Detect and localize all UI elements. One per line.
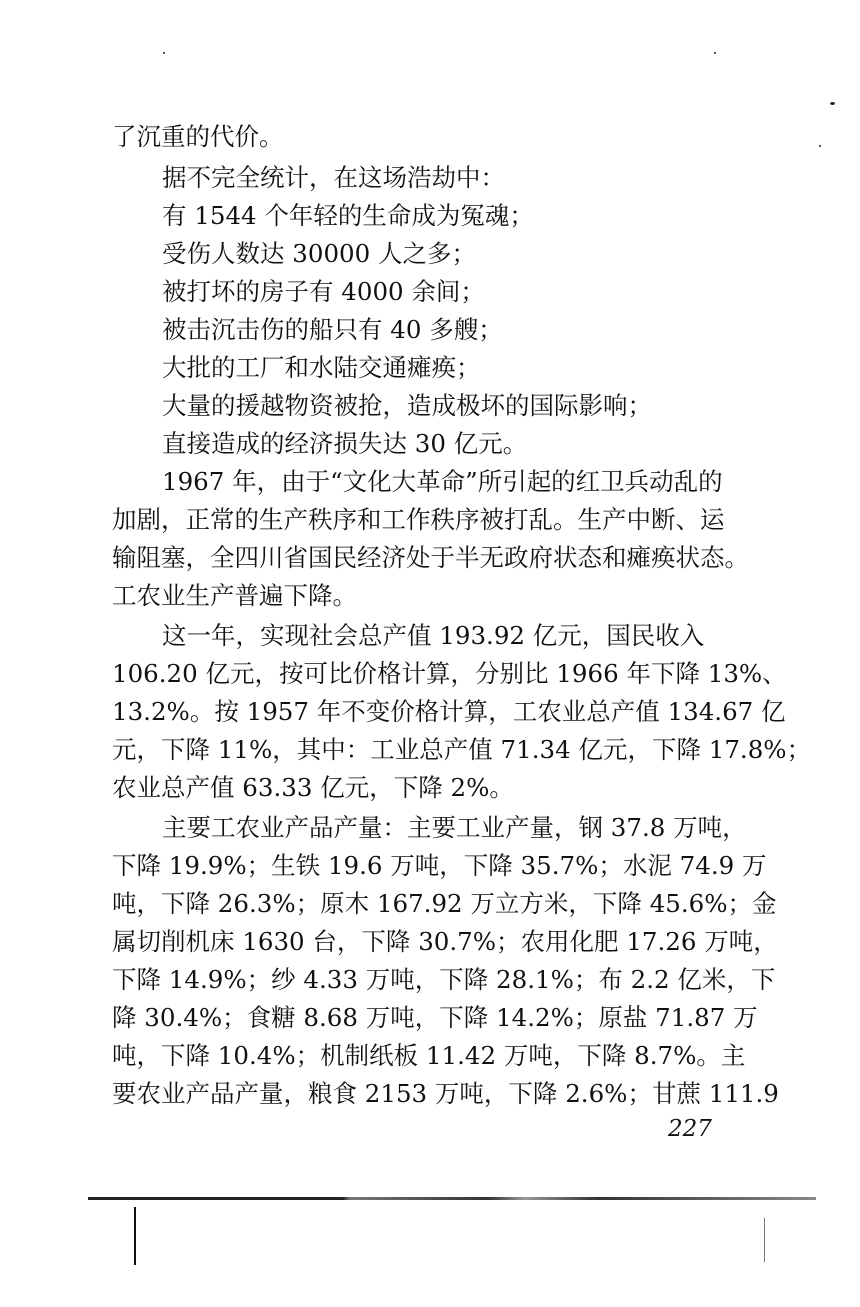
text-line: 大量的援越物资被抢，造成极坏的国际影响； xyxy=(162,391,652,420)
text-line: 降 30.4%；食糖 8.68 万吨，下降 14.2%；原盐 71.87 万 xyxy=(112,1003,758,1032)
scan-speck xyxy=(714,52,716,54)
text-line: 大批的工厂和水陆交通瘫痪； xyxy=(162,353,481,382)
text-line: 农业总产值 63.33 亿元，下降 2%。 xyxy=(112,773,514,802)
text-line: 要农业产品产量，粮食 2153 万吨，下降 2.6%；甘蔗 111.9 xyxy=(112,1079,779,1108)
text-line: 元，下降 11%，其中：工业总产值 71.34 亿元，下降 17.8%； xyxy=(112,735,812,764)
text-line: 输阻塞，全四川省国民经济处于半无政府状态和瘫痪状态。 xyxy=(112,543,749,572)
text-line: 了沉重的代价。 xyxy=(112,122,284,151)
text-line: 下降 19.9%；生铁 19.6 万吨，下降 35.7%；水泥 74.9 万 xyxy=(112,851,767,880)
scan-speck xyxy=(819,145,821,147)
text-line: 106.20 亿元，按可比价格计算，分别比 1966 年下降 13%、 xyxy=(112,659,787,688)
margin-mark xyxy=(134,1207,136,1265)
text-line: 据不完全统计，在这场浩劫中： xyxy=(162,163,505,192)
footer-rule xyxy=(88,1197,816,1200)
text-line: 主要工农业产品产量：主要工业产量，钢 37.8 万吨， xyxy=(162,813,747,842)
text-line: 13.2%。按 1957 年不变价格计算，工农业总产值 134.67 亿 xyxy=(112,697,786,726)
text-line: 吨，下降 10.4%；机制纸板 11.42 万吨，下降 8.7%。主 xyxy=(112,1041,746,1070)
text-line: 1967 年，由于“文化大革命”所引起的红卫兵动乱的 xyxy=(162,467,723,496)
text-line: 被打坏的房子有 4000 余间； xyxy=(162,277,485,306)
text-line: 受伤人数达 30000 人之多； xyxy=(162,239,477,268)
scan-speck xyxy=(163,52,165,54)
text-line: 工农业生产普遍下降。 xyxy=(112,581,357,610)
page-number: 227 xyxy=(668,1116,712,1142)
text-line: 直接造成的经济损失达 30 亿元。 xyxy=(162,429,528,458)
text-line: 下降 14.9%；纱 4.33 万吨，下降 28.1%；布 2.2 亿米，下 xyxy=(112,965,776,994)
text-line: 属切削机床 1630 台，下降 30.7%；农用化肥 17.26 万吨， xyxy=(112,927,778,956)
text-line: 加剧，正常的生产秩序和工作秩序被打乱。生产中断、运 xyxy=(112,505,725,534)
text-line: 吨，下降 26.3%；原木 167.92 万立方米，下降 45.6%；金 xyxy=(112,889,777,918)
text-line: 被击沉击伤的船只有 40 多艘； xyxy=(162,315,503,344)
scan-speck xyxy=(830,102,835,105)
text-line: 这一年，实现社会总产值 193.92 亿元，国民收入 xyxy=(162,621,705,650)
margin-mark xyxy=(764,1218,765,1262)
text-line: 有 1544 个年轻的生命成为冤魂； xyxy=(162,201,534,230)
